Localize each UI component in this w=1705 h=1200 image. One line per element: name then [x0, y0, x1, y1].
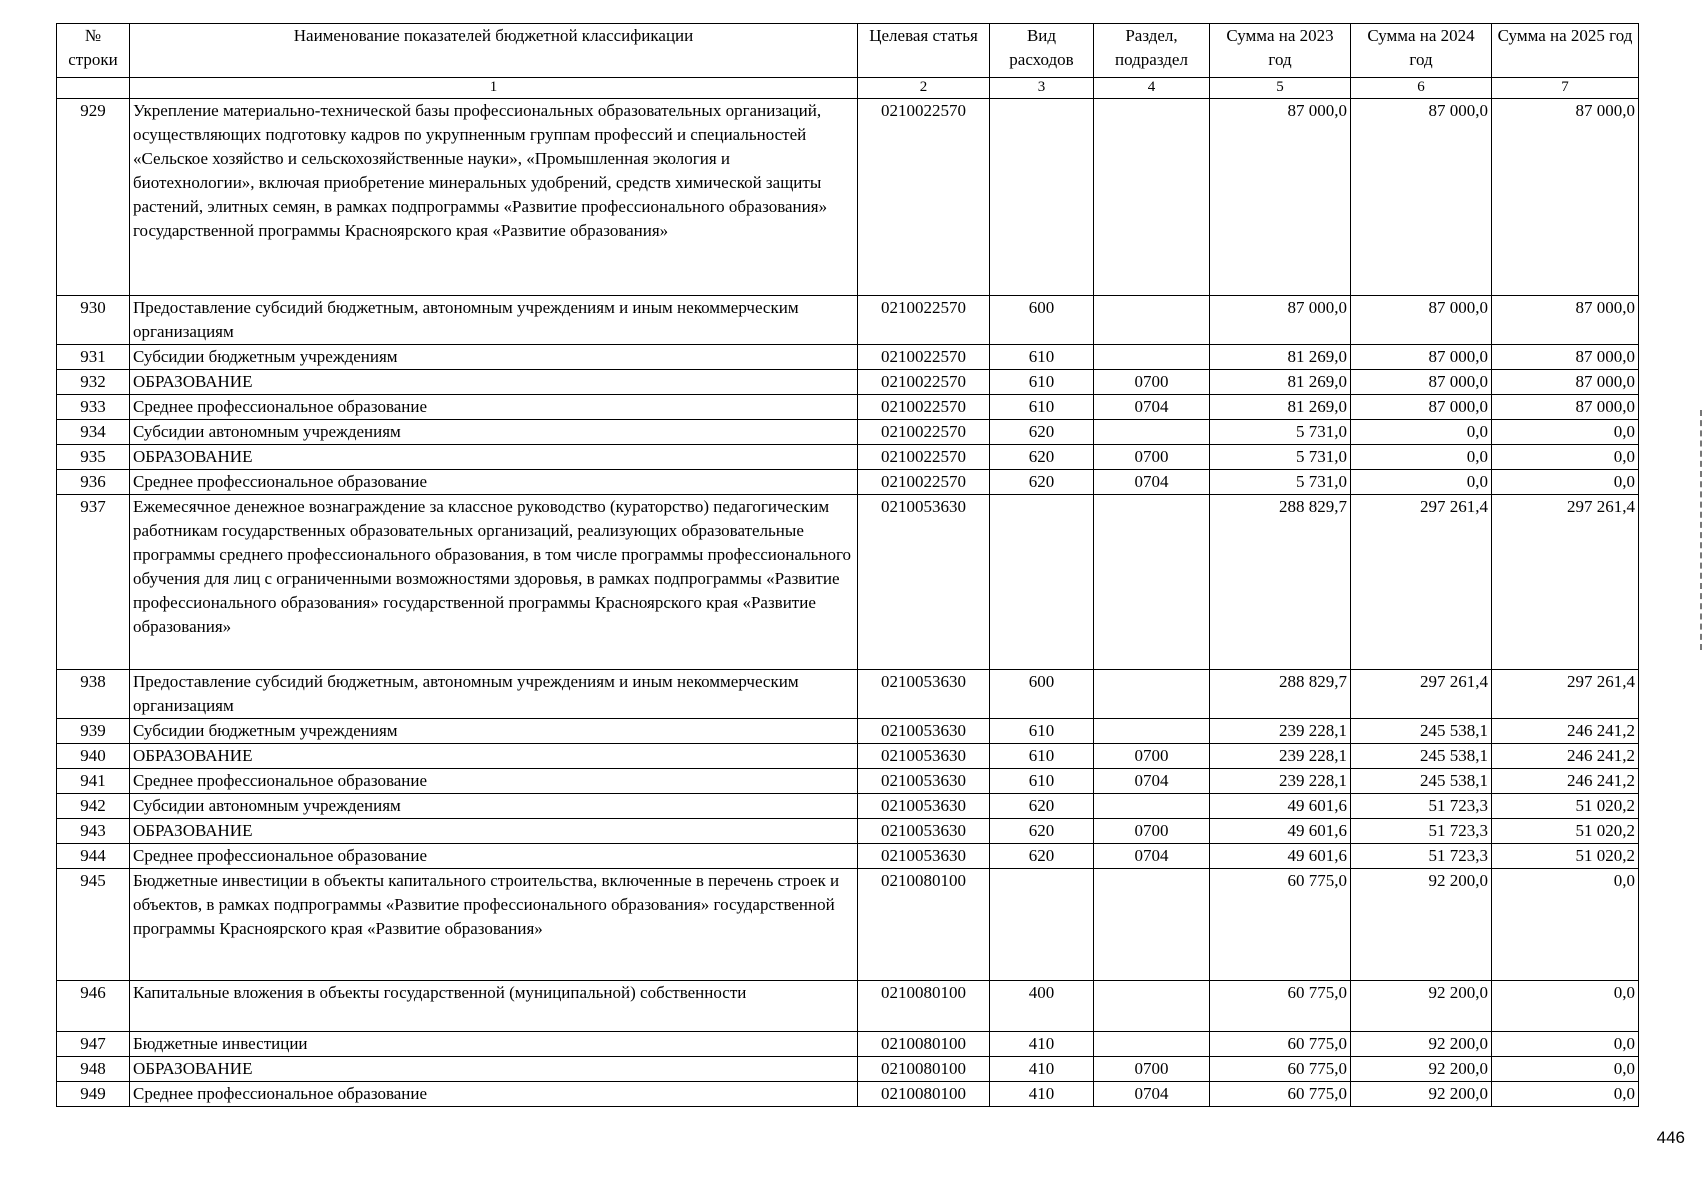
cell-sum-2024: 87 000,0: [1351, 99, 1492, 296]
cell-sum-2025: 51 020,2: [1492, 819, 1639, 844]
cell-target-article: 0210022570: [858, 296, 990, 345]
budget-table: [56, 23, 1639, 1107]
cell-sum-2025: 87 000,0: [1492, 99, 1639, 296]
table-row: [57, 420, 1639, 445]
cell-sum-2025: 0,0: [1492, 420, 1639, 445]
cell-target-article: 0210080100: [858, 1032, 990, 1057]
header-sum-2025: Сумма на 2025 год: [1492, 24, 1639, 78]
cell-sum-2023: 5 731,0: [1210, 445, 1351, 470]
table-row: [57, 794, 1639, 819]
column-number: [57, 78, 130, 99]
cell-expense-type: [990, 869, 1094, 981]
cell-target-article: 0210022570: [858, 345, 990, 370]
cell-expense-type: [990, 495, 1094, 670]
cell-sum-2024: 87 000,0: [1351, 345, 1492, 370]
cell-sum-2023: 288 829,7: [1210, 495, 1351, 670]
cell-row-number: 949: [57, 1082, 130, 1107]
cell-sum-2024: 245 538,1: [1351, 769, 1492, 794]
cell-indicator-name: Предоставление субсидий бюджетным, автономным учреждениям и иным некоммерческим организациям: [130, 670, 858, 719]
cell-sum-2024: 87 000,0: [1351, 370, 1492, 395]
table-row: [57, 296, 1639, 345]
cell-expense-type: 620: [990, 420, 1094, 445]
cell-indicator-name: ОБРАЗОВАНИЕ: [130, 370, 858, 395]
cell-sum-2023: 60 775,0: [1210, 1082, 1351, 1107]
cell-section: 0704: [1094, 1082, 1210, 1107]
cell-sum-2025: 246 241,2: [1492, 769, 1639, 794]
cell-sum-2025: 0,0: [1492, 981, 1639, 1032]
cell-sum-2023: 239 228,1: [1210, 719, 1351, 744]
cell-row-number: 930: [57, 296, 130, 345]
cell-expense-type: 610: [990, 719, 1094, 744]
header-row: [57, 24, 1639, 78]
table-row: [57, 1032, 1639, 1057]
cell-sum-2024: 245 538,1: [1351, 744, 1492, 769]
cell-indicator-name: Субсидии автономным учреждениям: [130, 420, 858, 445]
cell-row-number: 941: [57, 769, 130, 794]
cell-sum-2023: 49 601,6: [1210, 844, 1351, 869]
cell-sum-2025: 87 000,0: [1492, 370, 1639, 395]
cell-sum-2023: 87 000,0: [1210, 99, 1351, 296]
cell-sum-2023: 60 775,0: [1210, 981, 1351, 1032]
cell-row-number: 945: [57, 869, 130, 981]
table-row: [57, 99, 1639, 296]
cell-section: 0704: [1094, 844, 1210, 869]
column-number: 5: [1210, 78, 1351, 99]
cell-sum-2023: 81 269,0: [1210, 370, 1351, 395]
cell-section: [1094, 670, 1210, 719]
cell-row-number: 944: [57, 844, 130, 869]
table-row: [57, 670, 1639, 719]
cell-expense-type: 610: [990, 744, 1094, 769]
cell-sum-2023: 49 601,6: [1210, 794, 1351, 819]
cell-section: [1094, 495, 1210, 670]
cell-expense-type: 610: [990, 769, 1094, 794]
cell-section: [1094, 345, 1210, 370]
cell-indicator-name: ОБРАЗОВАНИЕ: [130, 819, 858, 844]
cell-row-number: 937: [57, 495, 130, 670]
table-row: [57, 981, 1639, 1032]
cell-row-number: 939: [57, 719, 130, 744]
cell-sum-2025: 297 261,4: [1492, 670, 1639, 719]
cell-sum-2024: 297 261,4: [1351, 670, 1492, 719]
column-number: 1: [130, 78, 858, 99]
cell-section: [1094, 420, 1210, 445]
cell-target-article: 0210053630: [858, 744, 990, 769]
column-number: 3: [990, 78, 1094, 99]
table-row: [57, 345, 1639, 370]
cell-section: [1094, 719, 1210, 744]
cell-sum-2024: 92 200,0: [1351, 981, 1492, 1032]
cell-sum-2024: 87 000,0: [1351, 395, 1492, 420]
cell-sum-2025: 0,0: [1492, 1082, 1639, 1107]
cell-indicator-name: Субсидии автономным учреждениям: [130, 794, 858, 819]
cell-sum-2024: 92 200,0: [1351, 1032, 1492, 1057]
cell-sum-2023: 239 228,1: [1210, 769, 1351, 794]
cell-section: 0700: [1094, 744, 1210, 769]
cell-target-article: 0210022570: [858, 470, 990, 495]
cell-target-article: 0210053630: [858, 495, 990, 670]
cell-target-article: 0210080100: [858, 1057, 990, 1082]
table-row: [57, 719, 1639, 744]
cell-sum-2025: 0,0: [1492, 470, 1639, 495]
cell-row-number: 932: [57, 370, 130, 395]
cell-section: 0704: [1094, 395, 1210, 420]
cell-indicator-name: Бюджетные инвестиции в объекты капитального строительства, включенные в перечень строек и объектов, в рамках подпрограммы «Развитие профессионального образования» государственной программы Красноярского края «Развитие образования»: [130, 869, 858, 981]
cell-sum-2024: 0,0: [1351, 420, 1492, 445]
cell-sum-2024: 92 200,0: [1351, 1057, 1492, 1082]
cell-section: 0704: [1094, 470, 1210, 495]
header-target-article: Целевая статья: [858, 24, 990, 78]
cell-section: 0700: [1094, 1057, 1210, 1082]
cell-sum-2023: 81 269,0: [1210, 345, 1351, 370]
cell-row-number: 935: [57, 445, 130, 470]
cell-target-article: 0210053630: [858, 769, 990, 794]
cell-expense-type: 410: [990, 1032, 1094, 1057]
cell-target-article: 0210022570: [858, 420, 990, 445]
table-row: [57, 1082, 1639, 1107]
cell-expense-type: 610: [990, 345, 1094, 370]
cell-section: [1094, 794, 1210, 819]
cell-sum-2025: 51 020,2: [1492, 794, 1639, 819]
column-number: 4: [1094, 78, 1210, 99]
cell-indicator-name: Среднее профессиональное образование: [130, 470, 858, 495]
cell-sum-2024: 51 723,3: [1351, 844, 1492, 869]
cell-sum-2023: 60 775,0: [1210, 1032, 1351, 1057]
cell-expense-type: [990, 99, 1094, 296]
cell-indicator-name: Капитальные вложения в объекты государственной (муниципальной) собственности: [130, 981, 858, 1032]
cell-sum-2023: 60 775,0: [1210, 869, 1351, 981]
column-number: 7: [1492, 78, 1639, 99]
cell-sum-2025: 246 241,2: [1492, 719, 1639, 744]
table-row: [57, 744, 1639, 769]
table-row: [57, 869, 1639, 981]
cell-expense-type: 620: [990, 819, 1094, 844]
cell-row-number: 936: [57, 470, 130, 495]
cell-expense-type: 610: [990, 395, 1094, 420]
cell-sum-2025: 51 020,2: [1492, 844, 1639, 869]
header-expense-type: Вид расходов: [990, 24, 1094, 78]
table-row: [57, 445, 1639, 470]
cell-section: [1094, 869, 1210, 981]
cell-expense-type: 620: [990, 844, 1094, 869]
cell-target-article: 0210080100: [858, 981, 990, 1032]
cell-sum-2024: 87 000,0: [1351, 296, 1492, 345]
cell-section: [1094, 981, 1210, 1032]
cell-section: [1094, 296, 1210, 345]
cell-expense-type: 610: [990, 370, 1094, 395]
cell-indicator-name: Предоставление субсидий бюджетным, автономным учреждениям и иным некоммерческим организациям: [130, 296, 858, 345]
cell-sum-2025: 87 000,0: [1492, 395, 1639, 420]
table-row: [57, 395, 1639, 420]
header-indicator-name: Наименование показателей бюджетной классификации: [130, 24, 858, 78]
cell-indicator-name: Среднее профессиональное образование: [130, 769, 858, 794]
cell-sum-2024: 92 200,0: [1351, 1082, 1492, 1107]
cell-sum-2024: 297 261,4: [1351, 495, 1492, 670]
table-row: [57, 470, 1639, 495]
column-number-row: [57, 78, 1639, 99]
cell-sum-2023: 5 731,0: [1210, 420, 1351, 445]
scan-margin-mark: [1700, 410, 1705, 650]
cell-target-article: 0210053630: [858, 719, 990, 744]
cell-row-number: 940: [57, 744, 130, 769]
header-sum-2024: Сумма на 2024 год: [1351, 24, 1492, 78]
cell-expense-type: 410: [990, 1057, 1094, 1082]
header-sum-2023: Сумма на 2023 год: [1210, 24, 1351, 78]
cell-row-number: 943: [57, 819, 130, 844]
cell-sum-2024: 0,0: [1351, 470, 1492, 495]
cell-expense-type: 600: [990, 296, 1094, 345]
cell-target-article: 0210080100: [858, 1082, 990, 1107]
cell-row-number: 946: [57, 981, 130, 1032]
cell-row-number: 934: [57, 420, 130, 445]
cell-target-article: 0210053630: [858, 670, 990, 719]
cell-expense-type: 620: [990, 470, 1094, 495]
cell-sum-2025: 87 000,0: [1492, 345, 1639, 370]
cell-target-article: 0210022570: [858, 370, 990, 395]
table-row: [57, 370, 1639, 395]
cell-target-article: 0210022570: [858, 445, 990, 470]
table-row: [57, 819, 1639, 844]
cell-target-article: 0210053630: [858, 794, 990, 819]
cell-sum-2024: 51 723,3: [1351, 819, 1492, 844]
cell-sum-2024: 92 200,0: [1351, 869, 1492, 981]
cell-sum-2025: 87 000,0: [1492, 296, 1639, 345]
cell-sum-2024: 51 723,3: [1351, 794, 1492, 819]
cell-sum-2023: 288 829,7: [1210, 670, 1351, 719]
cell-sum-2025: 0,0: [1492, 869, 1639, 981]
table-row: [57, 1057, 1639, 1082]
cell-sum-2023: 5 731,0: [1210, 470, 1351, 495]
cell-expense-type: 400: [990, 981, 1094, 1032]
column-number: 2: [858, 78, 990, 99]
cell-sum-2025: 0,0: [1492, 1057, 1639, 1082]
cell-sum-2023: 49 601,6: [1210, 819, 1351, 844]
cell-sum-2023: 239 228,1: [1210, 744, 1351, 769]
cell-row-number: 948: [57, 1057, 130, 1082]
header-section: Раздел, подраздел: [1094, 24, 1210, 78]
cell-row-number: 942: [57, 794, 130, 819]
cell-section: 0700: [1094, 370, 1210, 395]
cell-sum-2025: 0,0: [1492, 445, 1639, 470]
cell-section: 0700: [1094, 819, 1210, 844]
cell-indicator-name: ОБРАЗОВАНИЕ: [130, 1057, 858, 1082]
table-row: [57, 769, 1639, 794]
cell-sum-2024: 245 538,1: [1351, 719, 1492, 744]
cell-indicator-name: Ежемесячное денежное вознаграждение за классное руководство (кураторство) педагогическим работникам государственных образовательных организаций, реализующих образовательные программы среднего профессионального образования, в том числе программы профессионального обучения для лиц с ограниченными возможностями здоровья, в рамках подпрограммы «Развитие профессионального образования» государственной программы Красноярского края «Развитие образования»: [130, 495, 858, 670]
cell-expense-type: 620: [990, 445, 1094, 470]
cell-row-number: 929: [57, 99, 130, 296]
cell-section: 0700: [1094, 445, 1210, 470]
cell-row-number: 931: [57, 345, 130, 370]
cell-expense-type: 620: [990, 794, 1094, 819]
cell-sum-2023: 81 269,0: [1210, 395, 1351, 420]
cell-sum-2023: 87 000,0: [1210, 296, 1351, 345]
cell-indicator-name: Бюджетные инвестиции: [130, 1032, 858, 1057]
cell-expense-type: 600: [990, 670, 1094, 719]
cell-indicator-name: Среднее профессиональное образование: [130, 844, 858, 869]
cell-target-article: 0210022570: [858, 99, 990, 296]
page-number: 446: [1656, 1128, 1685, 1147]
cell-indicator-name: Субсидии бюджетным учреждениям: [130, 719, 858, 744]
cell-target-article: 0210053630: [858, 844, 990, 869]
cell-indicator-name: Среднее профессиональное образование: [130, 395, 858, 420]
cell-sum-2025: 246 241,2: [1492, 744, 1639, 769]
cell-indicator-name: Укрепление материально-технической базы профессиональных образовательных организаций, осуществляющих подготовку кадров по укрупненным группам профессий и специальностей «Сельское хозяйство и сельскохозяйственные науки», «Промышленная экология и биотехнологии», включая приобретение минеральных удобрений, средств химической защиты растений, элитных семян, в рамках подпрограммы «Развитие профессионального образования» государственной программы Красноярского края «Развитие образования»: [130, 99, 858, 296]
cell-sum-2025: 0,0: [1492, 1032, 1639, 1057]
cell-target-article: 0210053630: [858, 819, 990, 844]
cell-indicator-name: Субсидии бюджетным учреждениям: [130, 345, 858, 370]
cell-sum-2023: 60 775,0: [1210, 1057, 1351, 1082]
table-body: [57, 99, 1639, 1107]
header-row-number: № строки: [57, 24, 130, 78]
cell-row-number: 938: [57, 670, 130, 719]
cell-row-number: 933: [57, 395, 130, 420]
cell-indicator-name: Среднее профессиональное образование: [130, 1082, 858, 1107]
table-row: [57, 844, 1639, 869]
cell-expense-type: 410: [990, 1082, 1094, 1107]
cell-indicator-name: ОБРАЗОВАНИЕ: [130, 744, 858, 769]
cell-section: 0704: [1094, 769, 1210, 794]
cell-row-number: 947: [57, 1032, 130, 1057]
cell-indicator-name: ОБРАЗОВАНИЕ: [130, 445, 858, 470]
cell-section: [1094, 99, 1210, 296]
cell-sum-2024: 0,0: [1351, 445, 1492, 470]
cell-section: [1094, 1032, 1210, 1057]
table-row: [57, 495, 1639, 670]
cell-target-article: 0210080100: [858, 869, 990, 981]
cell-sum-2025: 297 261,4: [1492, 495, 1639, 670]
column-number: 6: [1351, 78, 1492, 99]
cell-target-article: 0210022570: [858, 395, 990, 420]
